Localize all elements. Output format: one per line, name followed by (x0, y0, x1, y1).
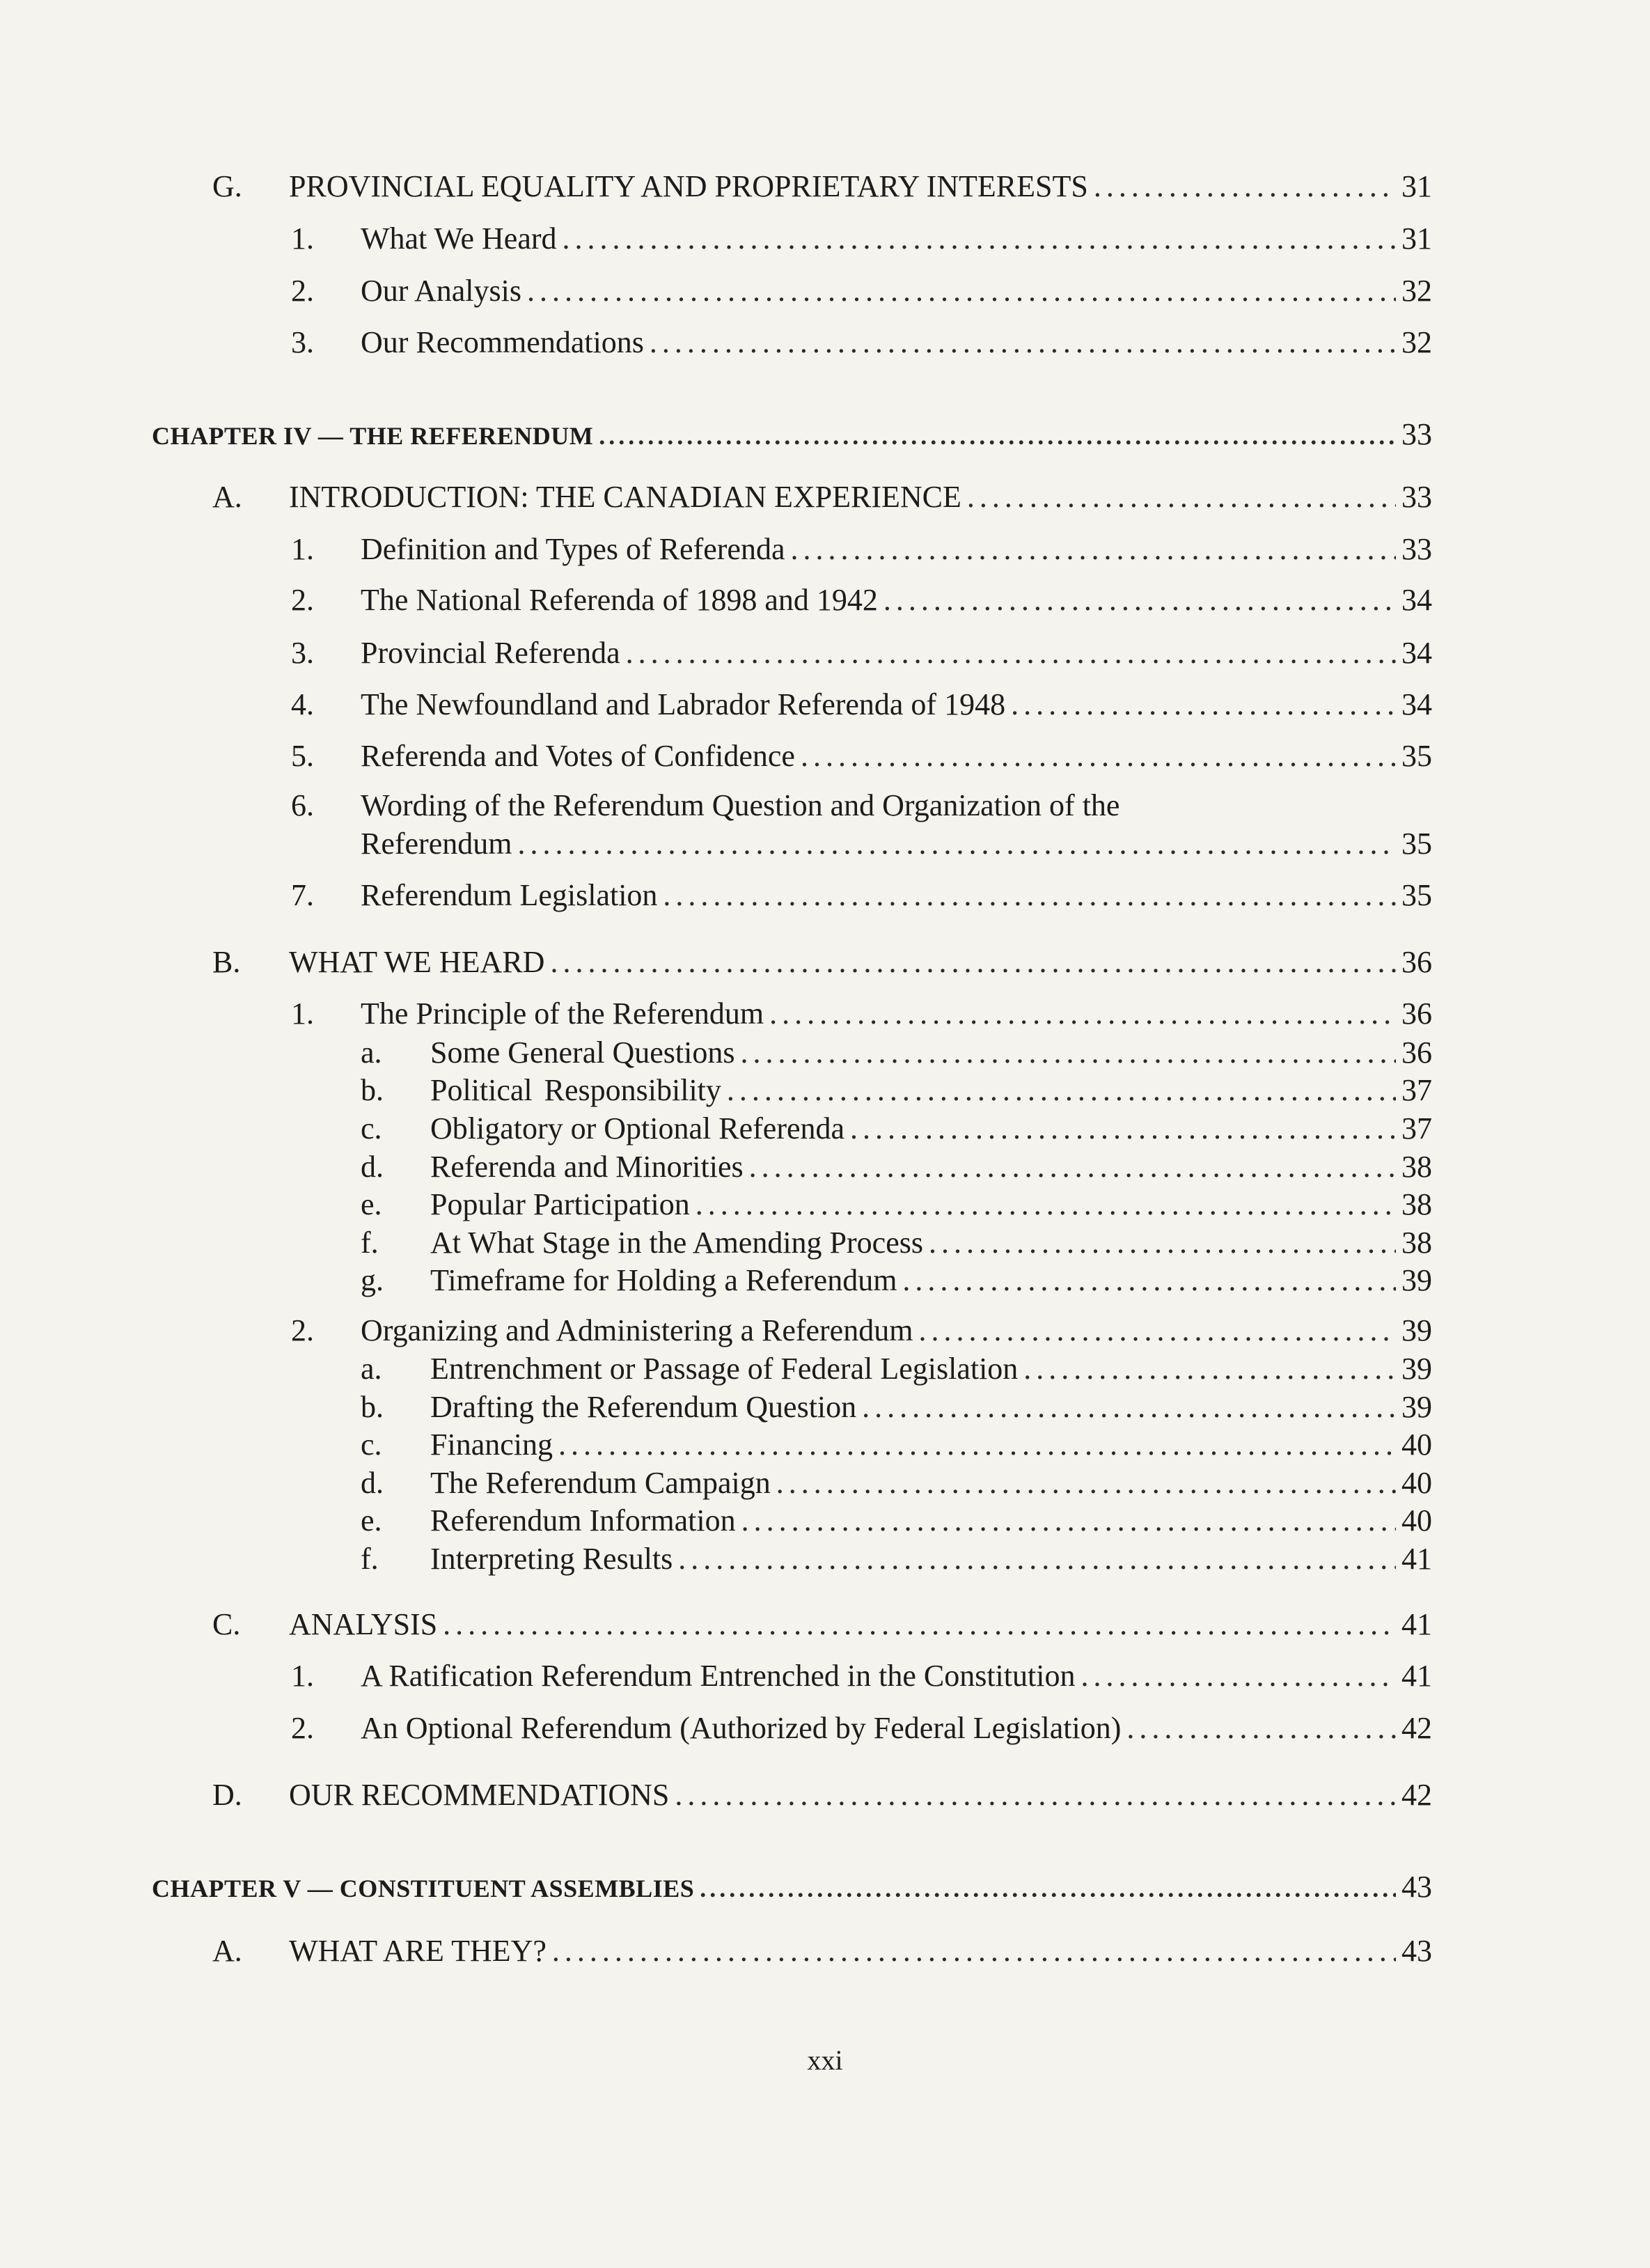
toc-title: Entrenchment or Passage of Federal Legislation (430, 1352, 1019, 1386)
dot-leader (727, 1072, 1396, 1109)
toc-label: 7. (291, 878, 314, 912)
toc-page: 31 (1401, 169, 1432, 203)
toc-label: 1. (291, 1659, 314, 1693)
dot-leader (443, 1606, 1396, 1643)
toc-title: INTRODUCTION: THE CANADIAN EXPERIENCE (289, 480, 961, 514)
toc-label: a. (361, 1035, 382, 1070)
toc-label: d. (361, 1466, 384, 1500)
toc-title: WHAT ARE THEY? (289, 1934, 547, 1968)
dot-leader (741, 1503, 1396, 1539)
toc-page: 31 (1401, 221, 1432, 256)
chapter-title: CHAPTER IV — THE REFERENDUM (152, 422, 594, 450)
dot-leader (563, 221, 1396, 257)
dot-leader (678, 1541, 1396, 1577)
toc-subentry (361, 1187, 1432, 1223)
toc-page: 34 (1401, 583, 1432, 617)
toc-entry-section-b (212, 944, 1432, 980)
toc-title: PROVINCIAL EQUALITY AND PROPRIETARY INTERESTS (289, 169, 1088, 203)
toc-label: e. (361, 1187, 382, 1221)
dot-leader (862, 1389, 1396, 1425)
toc-label: c. (361, 1111, 382, 1145)
toc-title: An Optional Referendum (Authorized by Federal Legislation) (361, 1711, 1122, 1745)
toc-chapter-4 (152, 416, 1432, 454)
toc-entry-section-g (212, 169, 1432, 205)
toc-entry (291, 738, 1432, 774)
toc-label: 2. (291, 1711, 314, 1745)
toc-entry (291, 1313, 1432, 1349)
toc-page: 32 (1401, 325, 1432, 359)
toc-entry-wrapped-first-line (291, 788, 1432, 824)
dot-leader (883, 582, 1396, 618)
toc-page: 36 (1401, 996, 1432, 1031)
toc-page: 42 (1401, 1778, 1432, 1812)
toc-label: b. (361, 1390, 384, 1424)
toc-page: 40 (1401, 1466, 1432, 1500)
dot-leader (740, 1035, 1396, 1071)
dot-leader (1081, 1658, 1396, 1694)
toc-page: 40 (1401, 1428, 1432, 1462)
toc-page: 37 (1401, 1111, 1432, 1145)
toc-label: 1. (291, 996, 314, 1031)
dot-leader (918, 1313, 1396, 1349)
toc-subentry (361, 1262, 1432, 1299)
toc-page: 43 (1401, 1934, 1432, 1968)
toc-title: The Referendum Campaign (430, 1466, 771, 1500)
toc-entry (291, 877, 1432, 914)
toc-label: 2. (291, 274, 314, 308)
toc-title: WHAT WE HEARD (289, 945, 545, 979)
toc-subentry (361, 1351, 1432, 1387)
toc-subentry (361, 1465, 1432, 1501)
toc-page: 32 (1401, 274, 1432, 308)
toc-label: 6. (291, 788, 314, 822)
toc-label: A. (212, 480, 242, 514)
dot-leader (527, 273, 1396, 309)
dot-leader (776, 1465, 1396, 1501)
toc-title: Definition and Types of Referenda (361, 532, 785, 566)
toc-subentry (361, 1389, 1432, 1425)
toc-title: Financing (430, 1428, 553, 1462)
toc-subentry (361, 1541, 1432, 1577)
toc-title: Popular Participation (430, 1187, 690, 1221)
toc-label: a. (361, 1352, 382, 1386)
toc-page: 38 (1401, 1187, 1432, 1221)
chapter-title: CHAPTER V — CONSTITUENT ASSEMBLIES (152, 1875, 695, 1902)
toc-label: C. (212, 1607, 241, 1641)
toc-label: 2. (291, 583, 314, 617)
toc-page: 38 (1401, 1150, 1432, 1184)
toc-page: 36 (1401, 1035, 1432, 1070)
toc-title: Organizing and Administering a Referendum (361, 1313, 913, 1347)
toc-title: Our Analysis (361, 274, 521, 308)
dot-leader (967, 479, 1396, 515)
toc-page: 41 (1401, 1542, 1432, 1576)
toc-label: e. (361, 1503, 382, 1538)
dot-leader (902, 1262, 1396, 1299)
dot-leader (650, 324, 1396, 361)
toc-title: The National Referenda of 1898 and 1942 (361, 583, 878, 617)
toc-title: A Ratification Referendum Entrenched in the Constitution (361, 1659, 1076, 1693)
toc-label: A. (212, 1934, 242, 1968)
toc-subentry (361, 1072, 1432, 1109)
toc-label: f. (361, 1226, 379, 1260)
toc-subentry (361, 1149, 1432, 1185)
toc-title: Referenda and Minorities (430, 1150, 744, 1184)
toc-label: B. (212, 945, 241, 979)
toc-page: 37 (1401, 1073, 1432, 1107)
toc-page: 42 (1401, 1711, 1432, 1745)
toc-title: The Newfoundland and Labrador Referenda of 1948 (361, 687, 1006, 721)
toc-entry (291, 635, 1432, 671)
toc-page: 41 (1401, 1659, 1432, 1693)
toc-title: Provincial Referenda (361, 636, 620, 670)
dot-leader (517, 826, 1396, 862)
toc-page: 39 (1401, 1263, 1432, 1297)
toc-title: Some General Questions (430, 1035, 735, 1070)
toc-subentry (361, 1427, 1432, 1463)
toc-label: b. (361, 1073, 384, 1107)
toc-label: 2. (291, 1313, 314, 1347)
toc-entry (291, 687, 1432, 723)
toc-subentry (361, 1035, 1432, 1071)
toc-title: What We Heard (361, 221, 557, 256)
toc-label: c. (361, 1428, 382, 1462)
toc-page: 39 (1401, 1352, 1432, 1386)
dot-leader (1011, 687, 1396, 723)
toc-page: 41 (1401, 1607, 1432, 1641)
toc-chapter-5 (152, 1869, 1432, 1907)
toc-entry (291, 273, 1432, 309)
toc-label: d. (361, 1150, 384, 1184)
dot-leader (663, 877, 1396, 914)
toc-label: 4. (291, 687, 314, 721)
toc-page: 40 (1401, 1503, 1432, 1538)
toc-page: 36 (1401, 945, 1432, 979)
toc-page: 35 (1401, 878, 1432, 912)
toc-title: Our Recommendations (361, 325, 644, 359)
toc-page: 43 (1401, 1870, 1432, 1904)
dot-leader (749, 1149, 1396, 1185)
toc-entry-section-a (212, 1933, 1432, 1969)
dot-leader (675, 1777, 1396, 1813)
dot-leader (1023, 1351, 1396, 1387)
toc-title: The Principle of the Referendum (361, 996, 764, 1031)
toc-title: Interpreting Results (430, 1542, 673, 1576)
dot-leader (929, 1225, 1396, 1261)
toc-page: 38 (1401, 1226, 1432, 1260)
toc-label: f. (361, 1542, 379, 1576)
toc-label: 5. (291, 739, 314, 773)
toc-label: 3. (291, 636, 314, 670)
toc-title: Referendum (361, 827, 512, 861)
dot-leader (552, 1933, 1396, 1969)
toc-title: Referendum Information (430, 1503, 736, 1538)
toc-label: 1. (291, 532, 314, 566)
toc-title: Referendum Legislation (361, 878, 658, 912)
toc-subentry (361, 1225, 1432, 1261)
dot-leader (558, 1427, 1396, 1463)
dot-leader (700, 1870, 1396, 1907)
toc-title: Timeframe for Holding a Referendum (430, 1263, 897, 1297)
dot-leader (599, 418, 1396, 454)
toc-page: 35 (1401, 739, 1432, 773)
toc-entry (291, 221, 1432, 257)
toc-label: G. (212, 169, 242, 203)
toc-page: 33 (1401, 532, 1432, 566)
toc-label: g. (361, 1263, 384, 1297)
dot-leader (850, 1111, 1396, 1147)
toc-subentry (361, 1503, 1432, 1539)
dot-leader (790, 531, 1396, 568)
toc-title: At What Stage in the Amending Process (430, 1226, 923, 1260)
toc-title: OUR RECOMMENDATIONS (289, 1778, 670, 1812)
toc-entry (291, 582, 1432, 618)
toc-entry-section-c (212, 1606, 1432, 1643)
toc-entry (291, 1710, 1432, 1746)
toc-page: 39 (1401, 1313, 1432, 1347)
toc-label: 3. (291, 325, 314, 359)
toc-title: Wording of the Referendum Question and Organization of the (361, 788, 1120, 822)
toc-page: 34 (1401, 636, 1432, 670)
toc-entry-wrapped-second-line (361, 826, 1432, 862)
toc-page: 34 (1401, 687, 1432, 721)
dot-leader (696, 1187, 1396, 1223)
dot-leader (801, 738, 1396, 774)
toc-title: Drafting the Referendum Question (430, 1390, 857, 1424)
toc-entry-section-d (212, 1777, 1432, 1813)
dot-leader (1126, 1710, 1396, 1746)
toc-title: Obligatory or Optional Referenda (430, 1111, 845, 1145)
toc-subentry (361, 1111, 1432, 1147)
toc-page: 39 (1401, 1390, 1432, 1424)
toc-entry (291, 531, 1432, 568)
dot-leader (1094, 169, 1396, 205)
toc-entry-section-a (212, 479, 1432, 515)
toc-label: 1. (291, 221, 314, 256)
page-number: xxi (807, 2044, 843, 2076)
toc-entry (291, 996, 1432, 1032)
dot-leader (550, 944, 1396, 980)
toc-label: D. (212, 1778, 242, 1812)
toc-page: 35 (1401, 827, 1432, 861)
toc-title: Referenda and Votes of Confidence (361, 739, 795, 773)
toc-title: Political Responsibility (430, 1073, 721, 1107)
toc-page: 33 (1401, 417, 1432, 451)
dot-leader (626, 635, 1396, 671)
toc-title: ANALYSIS (289, 1607, 438, 1641)
toc-entry (291, 324, 1432, 361)
toc-page: 33 (1401, 480, 1432, 514)
toc-entry (291, 1658, 1432, 1694)
dot-leader (769, 996, 1396, 1032)
